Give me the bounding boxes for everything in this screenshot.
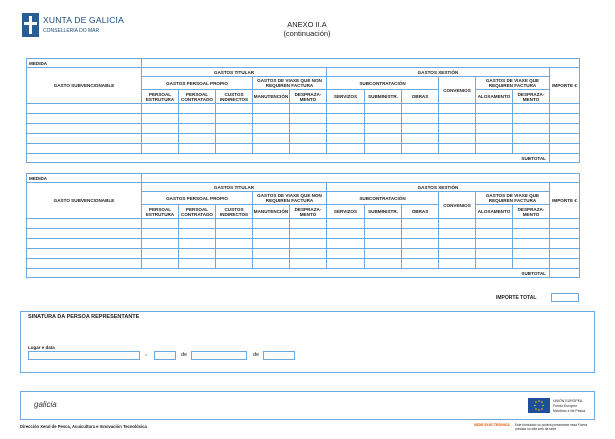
convenios-header: CONVENIOS bbox=[439, 77, 476, 104]
persoal-estrutura-header: PERSOAL ESTRUTURA bbox=[142, 90, 179, 104]
gasto-subvencionable-header: GASTO SUBVENCIONABLE bbox=[27, 68, 142, 104]
table-row[interactable] bbox=[27, 114, 580, 124]
viaxe-non-factura-header: GASTOS DE VIAXE QUE NON REQUIREN FACTURA bbox=[253, 192, 327, 205]
aloxamento-header: ALOXAMENTO bbox=[476, 205, 513, 219]
obras-header: OBRAS bbox=[402, 90, 439, 104]
galicia-logo-text: galicia bbox=[34, 400, 57, 409]
desprazamento2-header: DESPRAZA-MENTO bbox=[513, 205, 550, 219]
annex-subtitle: (continuación) bbox=[283, 29, 331, 38]
org-name: XUNTA DE GALICIA bbox=[43, 15, 124, 25]
comma-sep: , bbox=[145, 350, 147, 357]
month-field[interactable] bbox=[191, 351, 247, 360]
expense-table-2 bbox=[26, 173, 580, 278]
subministr-header: SUBMINISTR. bbox=[365, 90, 402, 104]
table-row[interactable] bbox=[27, 239, 580, 249]
signature-title: SINATURA DA PERSOA REPRESENTANTE bbox=[28, 314, 140, 320]
place-field[interactable] bbox=[28, 351, 140, 360]
eu-flag-icon bbox=[528, 398, 550, 413]
footer-box bbox=[20, 391, 595, 420]
convenios-header: CONVENIOS bbox=[439, 192, 476, 219]
subcontratacion-header: SUBCONTRATACIÓN bbox=[327, 192, 439, 205]
sede-label-text: SEDE ELECTRÓNICA bbox=[474, 423, 510, 427]
manutencion-header: MANUTENCIÓN bbox=[253, 90, 290, 104]
medida-input[interactable] bbox=[142, 59, 580, 68]
medida-label: MEDIDA bbox=[27, 59, 142, 68]
department-text: Dirección Xeral de Pesca, Acuicultura e Innovación Tecnolóxica bbox=[20, 424, 147, 429]
manutencion-header: MANUTENCIÓN bbox=[253, 205, 290, 219]
subministr-header: SUBMINISTR. bbox=[365, 205, 402, 219]
subtotal-value[interactable] bbox=[550, 154, 580, 163]
gastos-xestion-header: GASTOS XESTIÓN bbox=[327, 183, 550, 192]
table-row[interactable] bbox=[27, 134, 580, 144]
persoal-contratado-header: PERSOAL CONTRATADO bbox=[179, 90, 216, 104]
subcontratacion-header: SUBCONTRATACIÓN bbox=[327, 77, 439, 90]
medida-input[interactable] bbox=[142, 174, 580, 183]
servizos-header: SERVIZOS bbox=[327, 205, 365, 219]
subtotal-label: SUBTOTAL bbox=[27, 269, 550, 278]
medida-label: MEDIDA bbox=[27, 174, 142, 183]
gastos-xestion-header: GASTOS XESTIÓN bbox=[327, 68, 550, 77]
desprazamento-header: DESPRAZA-MENTO bbox=[290, 205, 327, 219]
persoal-contratado-header: PERSOAL CONTRATADO bbox=[179, 205, 216, 219]
persoal-estrutura-header: PERSOAL ESTRUTURA bbox=[142, 205, 179, 219]
table-row[interactable] bbox=[27, 229, 580, 239]
viaxe-factura-header: GASTOS DE VIAXE QUE REQUIREN FACTURA bbox=[476, 77, 550, 90]
gasto-subvencionable-header: GASTO SUBVENCIONABLE bbox=[27, 183, 142, 219]
desprazamento2-header: DESPRAZA-MENTO bbox=[513, 90, 550, 104]
table-row[interactable] bbox=[27, 219, 580, 229]
expense-table-1 bbox=[26, 58, 580, 163]
signature-box bbox=[20, 311, 595, 373]
table-row[interactable] bbox=[27, 249, 580, 259]
org-sub: CONSELLERÍA DO MAR bbox=[43, 28, 100, 34]
custos-indirectos-header: CUSTOS INDIRECTOS bbox=[216, 205, 253, 219]
custos-indirectos-header: CUSTOS INDIRECTOS bbox=[216, 90, 253, 104]
day-field[interactable] bbox=[154, 351, 176, 360]
xunta-logo bbox=[22, 13, 39, 37]
importe-total-field[interactable] bbox=[551, 293, 579, 302]
viaxe-factura-header: GASTOS DE VIAXE QUE REQUIREN FACTURA bbox=[476, 192, 550, 205]
persoal-propio-header: GASTOS PERSOAL PROPIO bbox=[142, 192, 253, 205]
persoal-propio-header: GASTOS PERSOAL PROPIO bbox=[142, 77, 253, 90]
desprazamento-header: DESPRAZA-MENTO bbox=[290, 90, 327, 104]
sede-note: Este formulario só poderá presentarse nesa Forma prevista no sitio web da sede bbox=[515, 423, 588, 431]
viaxe-non-factura-header: GASTOS DE VIAXE QUE NON REQUIREN FACTURA bbox=[253, 77, 327, 90]
gastos-titular-header: GASTOS TITULAR bbox=[142, 183, 327, 192]
obras-header: OBRAS bbox=[402, 205, 439, 219]
servizos-header: SERVIZOS bbox=[327, 90, 365, 104]
de-label-1: de bbox=[181, 352, 188, 358]
subtotal-value[interactable] bbox=[550, 269, 580, 278]
place-date-label: Lugar e data bbox=[28, 345, 55, 350]
table-row[interactable] bbox=[27, 144, 580, 154]
year-field[interactable] bbox=[263, 351, 295, 360]
annex-title: ANEXO II.A bbox=[287, 20, 327, 29]
sede-label bbox=[474, 423, 510, 427]
de-label-2: de bbox=[253, 352, 260, 358]
subtotal-label: SUBTOTAL bbox=[27, 154, 550, 163]
gastos-titular-header: GASTOS TITULAR bbox=[142, 68, 327, 77]
galicia-logo bbox=[34, 400, 57, 409]
table-row[interactable] bbox=[27, 124, 580, 134]
table-row[interactable] bbox=[27, 104, 580, 114]
eu-text: UNIÓN EUROPEA Fondo Europeo Marítimo e de Pesca bbox=[553, 399, 586, 413]
table-row[interactable] bbox=[27, 259, 580, 269]
importe-header: IMPORTE € bbox=[550, 68, 580, 104]
importe-total-label: IMPORTE TOTAL bbox=[496, 295, 537, 301]
aloxamento-header: ALOXAMENTO bbox=[476, 90, 513, 104]
importe-header: IMPORTE € bbox=[550, 183, 580, 219]
